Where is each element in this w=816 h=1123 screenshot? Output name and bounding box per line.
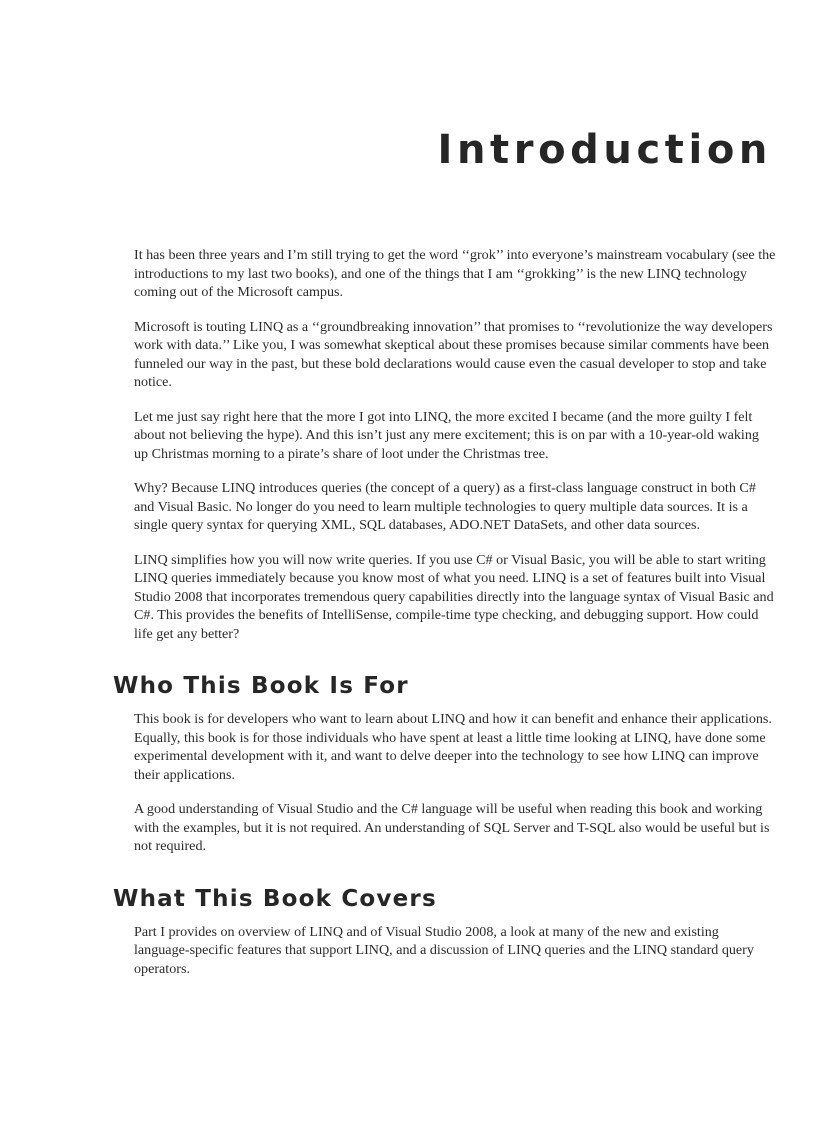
- page-content: [0, 246, 816, 994]
- intro-paragraph-4: Why? Because LINQ introduces queries (the concept of a query) as a first-class language construct in both C# and Visual Basic. No longer do you need to learn multiple technologies to query multiple data sources. It is a single query syntax for querying XML, SQL databases, ADO.NET DataSets, and other data sources.: [134, 480, 756, 533]
- intro-paragraph-5: LINQ simplifies how you will now write queries. If you use C# or Visual Basic, you will be able to start writing LINQ queries immediately because you know most of what you need. LINQ is a set of features built into Visual Studio 2008 that incorporates tremendous query capabilities directly into the language syntax of Visual Basic and C#. This provides the benefits of IntelliSense, compile-time type checking, and debugging support. How could life get any better?: [134, 551, 774, 642]
- who-for-paragraph-1: This book is for developers who want to learn about LINQ and how it can benefit and enhance their applications. Equally, this book is for those individuals who have spent at least a little time looking at LINQ, have done some experimental development with it, and want to delve deeper into the technology to see how LINQ can improve their applications.: [134, 711, 772, 783]
- intro-paragraph-2: Microsoft is touting LINQ as a ‘‘groundbreaking innovation’’ that promises to ‘‘revolutionize the way developers work with data.’’ Like you, I was somewhat skeptical about these promises because similar comments have been funneled our way in the past, but these bold declarations would cause even the casual developer to stop and take notice.: [134, 318, 773, 390]
- who-for-paragraph-2: A good understanding of Visual Studio and the C# language will be useful when reading this book and working with the examples, but it is not required. An understanding of SQL Server and T-SQL also would be useful but is not required.: [134, 801, 770, 854]
- section-heading-covers: What This Book Covers: [113, 885, 437, 912]
- covers-paragraph-1: Part I provides on overview of LINQ and of Visual Studio 2008, a look at many of the new and existing language-specific features that support LINQ, and a discussion of LINQ queries and the LINQ standard query operators.: [134, 923, 754, 977]
- section-heading-who-for: Who This Book Is For: [113, 673, 409, 699]
- intro-paragraph-3: Let me just say right here that the more I got into LINQ, the more excited I became (and the more guilty I felt about not believing the hype). And this isn’t just any mere excitement; this is on par with a 10-year-old waking up Christmas morning to a pirate’s share of loot under the Christmas tree.: [134, 408, 759, 462]
- page-title: Introduction: [437, 127, 772, 173]
- intro-paragraph-1: It has been three years and I’m still trying to get the word ‘‘grok’’ into everyone’s mainstream vocabulary (see the introductions to my last two books), and one of the things that I am ‘‘grokking’’ is the new LINQ technology coming out of the Microsoft campus.: [134, 247, 776, 300]
